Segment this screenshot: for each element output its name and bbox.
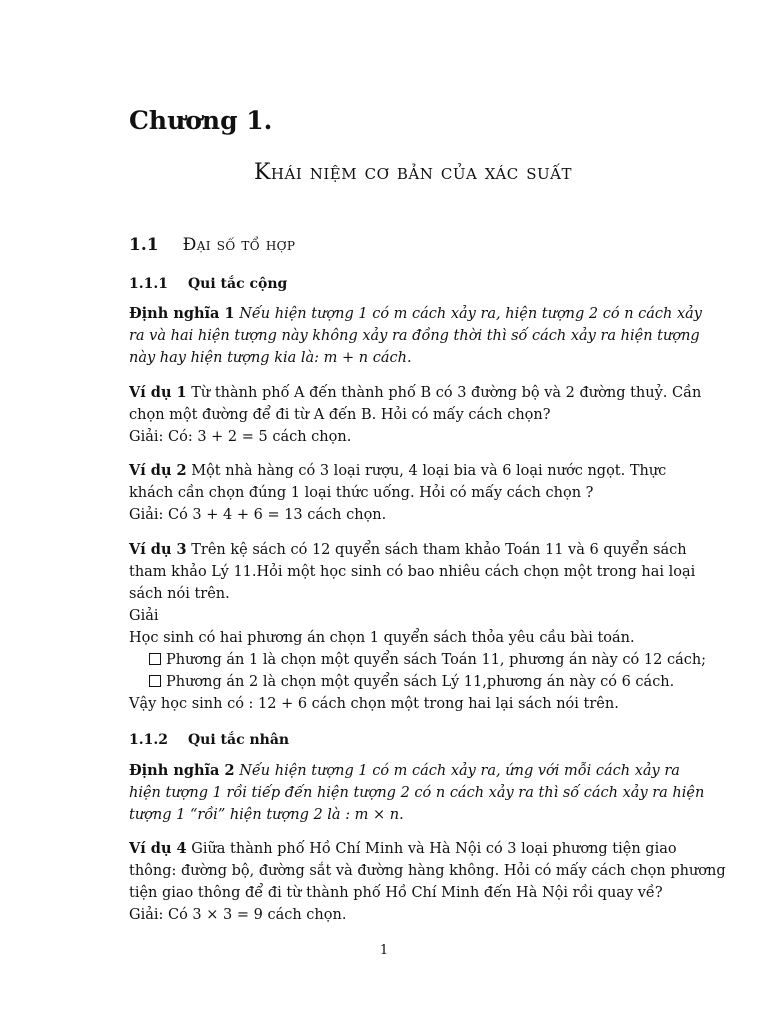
conclusion-line: Vậy học sinh có : 12 + 6 cách chọn một trong hai lại sách nói trên. (129, 696, 619, 712)
definition-text-line: tượng 1 “rồi” hiện tượng 2 là : m × n. (129, 807, 404, 823)
subsection-title: Qui tắc cộng (187, 276, 288, 292)
example-text-line: Giữa thành phố Hồ Chí Minh và Hà Nội có 3 loại phương tiện giao (191, 841, 677, 857)
example-2 (129, 460, 697, 526)
example-text-line: Một nhà hàng có 3 loại rượu, 4 loại bia và 6 loại nước ngọt. Thực (191, 463, 667, 479)
example-label: Ví dụ 1 (129, 384, 187, 401)
solution-line: Học sinh có hai phương án chọn 1 quyển sách thỏa yêu cầu bài toán. (129, 630, 635, 646)
definition-text-line: Nếu hiện tượng 1 có m cách xảy ra, hiện tượng 2 có n cách xảy (239, 306, 702, 322)
chapter-title: Khái niệm cơ bản của xác suất (253, 160, 572, 185)
definition-1 (129, 303, 702, 369)
subsection-number: 1.1.1 (129, 276, 168, 292)
solution-line: Giải: Có: 3 + 2 = 5 cách chọn. (129, 429, 352, 445)
example-label: Ví dụ 2 (129, 462, 187, 479)
definition-text-line: Nếu hiện tượng 1 có m cách xảy ra, ứng với mỗi cách xảy ra (239, 763, 680, 779)
checkbox-square-icon (149, 675, 161, 687)
definition-label: Định nghĩa 1 (129, 305, 235, 322)
example-text-line: tiện giao thông để đi từ thành phố Hồ Chí Minh đến Hà Nội rồi quay về? (129, 885, 663, 901)
subsection-number: 1.1.2 (129, 732, 168, 748)
checkbox-square-icon (149, 653, 161, 665)
example-text-line: chọn một đường để đi từ A đến B. Hỏi có mấy cách chọn? (129, 407, 551, 423)
option-item (129, 671, 697, 693)
example-text-line: Từ thành phố A đến thành phố B có 3 đường bộ và 2 đường thuỷ. Cần (191, 385, 702, 401)
definition-label: Định nghĩa 2 (129, 762, 235, 779)
option-text: Phương án 2 là chọn một quyển sách Lý 11,phương án này có 6 cách. (166, 674, 675, 690)
subsection-title: Qui tắc nhân (187, 732, 290, 748)
option-text: Phương án 1 là chọn một quyển sách Toán 11, phương án này có 12 cách; (166, 652, 707, 668)
subsection-heading-1 (129, 276, 287, 292)
definition-text-line: này hay hiện tượng kia là: m + n cách. (129, 350, 412, 366)
solution-heading: Giải (129, 608, 159, 624)
example-text-line: Trên kệ sách có 12 quyển sách tham khảo Toán 11 và 6 quyển sách (191, 542, 687, 558)
page-number: 1 (379, 943, 389, 958)
solution-line: Giải: Có 3 × 3 = 9 cách chọn. (129, 907, 347, 923)
example-3 (129, 539, 707, 715)
example-1 (129, 382, 702, 448)
definition-2 (129, 760, 705, 826)
definition-text-line: hiện tượng 1 rồi tiếp đến hiện tượng 2 có n cách xảy ra thì số cách xảy ra hiện (129, 785, 705, 801)
solution-line: Giải: Có 3 + 4 + 6 = 13 cách chọn. (129, 507, 387, 523)
subsection-heading-2 (129, 732, 289, 748)
section-heading (129, 235, 295, 255)
example-label: Ví dụ 3 (129, 541, 187, 558)
option-item (129, 649, 707, 671)
section-title: Đại số tổ hợp (182, 235, 296, 255)
example-text-line: tham khảo Lý 11.Hỏi một học sinh có bao nhiêu cách chọn một trong hai loại (129, 564, 696, 580)
example-text-line: sách nói trên. (129, 586, 230, 602)
chapter-heading: Chương 1. (129, 106, 273, 135)
section-number: 1.1 (129, 235, 159, 255)
definition-text-line: ra và hai hiện tượng này không xảy ra đồng thời thì số cách xảy ra hiện tượng (129, 328, 700, 344)
example-4 (129, 838, 726, 926)
example-label: Ví dụ 4 (129, 840, 187, 857)
example-text-line: thông: đường bộ, đường sắt và đường hàng không. Hỏi có mấy cách chọn phương (129, 863, 726, 879)
example-text-line: khách cần chọn đúng 1 loại thức uống. Hỏi có mấy cách chọn ? (129, 485, 594, 501)
